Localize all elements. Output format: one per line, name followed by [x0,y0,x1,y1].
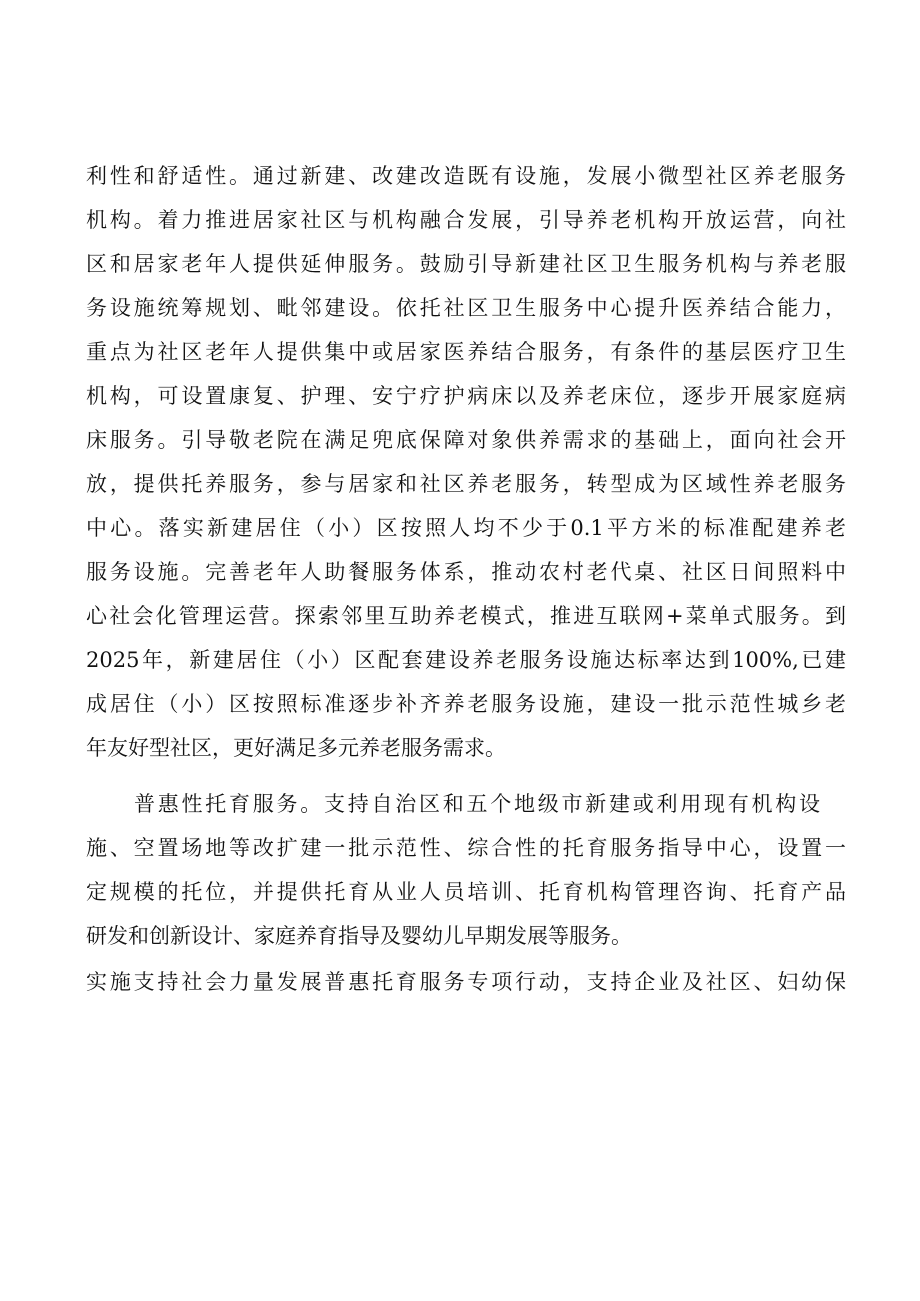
text-line: 床服务。引导敬老院在满足兜底保障对象供养需求的基础上，面向社会开 [86,428,846,452]
text-line: 实施支持社会力量发展普惠托育服务专项行动，支持企业及社区、妇幼保 [86,970,846,994]
text-line: 普惠性托育服务。支持自治区和五个地级市新建或利用现有机构设 [134,792,820,816]
text-line: 研发和创新设计、家庭养育指导及婴幼儿早期发展等服务。 [86,924,632,948]
text-line: 2025年，新建居住（小）区配套建设养老服务设施达标率达到100%,已建 [86,648,846,672]
text-line: 定规模的托位，并提供托育从业人员培训、托育机构管理咨询、托育产品 [86,880,846,904]
text-line: 机构，可设置康复、护理、安宁疗护病床以及养老床位，逐步开展家庭病 [86,384,846,408]
text-line: 利性和舒适性。通过新建、改建改造既有设施，发展小微型社区养老服务 [86,164,846,188]
text-line: 心社会化管理运营。探索邻里互助养老模式，推进互联网+菜单式服务。到 [86,604,846,628]
text-line: 重点为社区老年人提供集中或居家医养结合服务，有条件的基层医疗卫生 [86,340,846,364]
text-line: 中心。落实新建居住（小）区按照人均不少于0.1平方米的标准配建养老 [86,516,846,540]
text-line: 施、空置场地等改扩建一批示范性、综合性的托育服务指导中心，设置一 [86,836,846,860]
text-line: 放，提供托养服务，参与居家和社区养老服务，转型成为区域性养老服务 [86,472,846,496]
text-line: 成居住（小）区按照标准逐步补齐养老服务设施，建设一批示范性城乡老 [86,692,846,716]
text-line: 年友好型社区，更好满足多元养老服务需求。 [86,736,506,760]
text-line: 务设施统筹规划、毗邻建设。依托社区卫生服务中心提升医养结合能力， [86,296,846,320]
text-line: 机构。着力推进居家社区与机构融合发展，引导养老机构开放运营，向社 [86,208,846,232]
text-line: 区和居家老年人提供延伸服务。鼓励引导新建社区卫生服务机构与养老服 [86,252,846,276]
text-line: 服务设施。完善老年人助餐服务体系，推动农村老代桌、社区日间照料中 [86,560,846,584]
